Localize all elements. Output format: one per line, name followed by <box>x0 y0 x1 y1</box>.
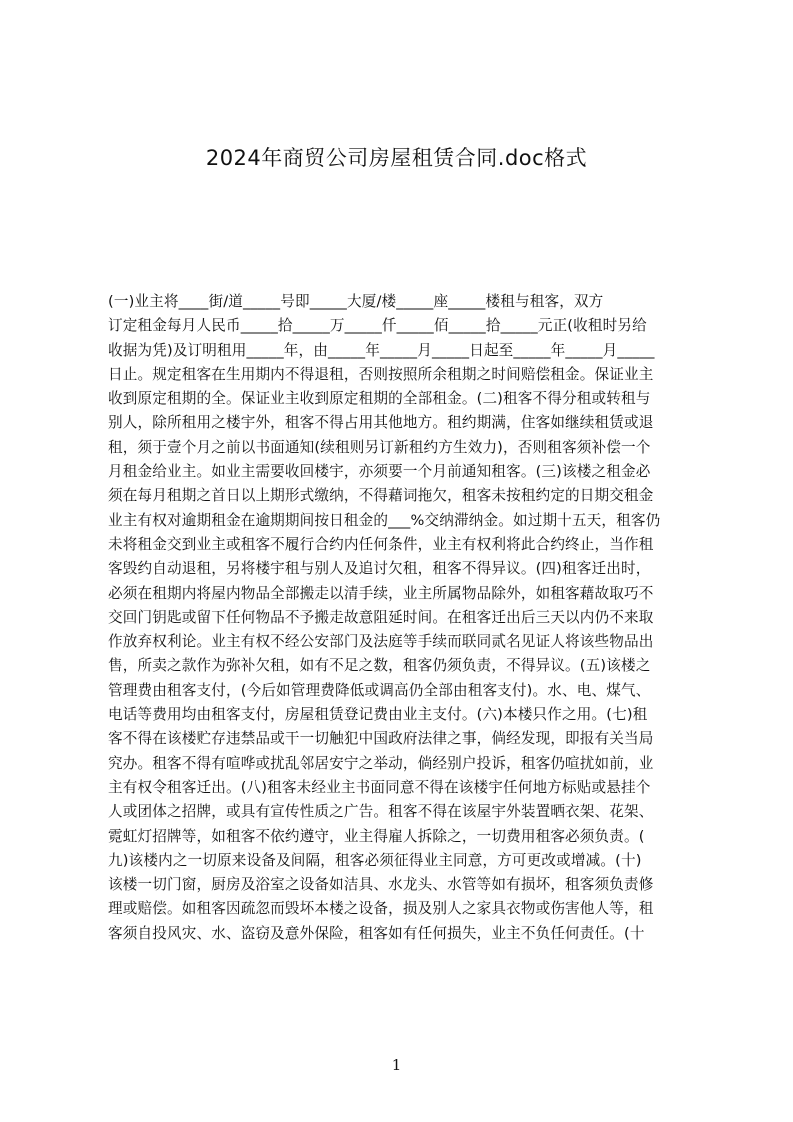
text-line: 霓虹灯招牌等，如租客不依约遵守，业主得雇人拆除之，一切费用租客必须负责。( <box>108 827 645 845</box>
text-line: 订定租金每月人民币_____拾_____万_____仟_____佰_____拾_____元正(收租时另给 <box>108 317 647 335</box>
text-line: 理或赔偿。如租客因疏忽而毁坏本楼之设备，损及别人之家具衣物或伤害他人等，租 <box>108 900 654 918</box>
text-line: 业主有权对逾期租金在逾期期间按日租金的___%交纳滞纳金。如过期十五天，租客仍 <box>108 511 661 529</box>
text-line: 作放弃权利论。业主有权不经公安部门及法庭等手续而联同贰名见证人将该些物品出 <box>108 633 654 651</box>
text-line: 租，须于壹个月之前以书面通知(续租则另订新租约方生效力)，否则租客须补偿一个 <box>108 438 651 456</box>
text-line: 主有权令租客迁出。(八)租客未经业主书面同意不得在该楼宇任何地方标贴或悬挂个 <box>108 778 651 796</box>
document-title: 2024年商贸公司房屋租赁合同.doc格式 <box>205 146 588 170</box>
text-line: 收据为凭)及订明租用_____年，由_____年_____月_____日起至_____年_____月_____ <box>108 341 655 359</box>
text-line: 客毁约自动退租，另将楼宇租与别人及追讨欠租，租客不得异议。(四)租客迁出时， <box>108 560 651 578</box>
text-line: 究办。租客不得有喧哗或扰乱邻居安宁之举动，倘经别户投诉，租客仍喧扰如前，业 <box>108 754 654 772</box>
text-line: 电话等费用均由租客支付，房屋租赁登记费由业主支付。(六)本楼只作之用。(七)租 <box>108 706 648 724</box>
text-line: 收到原定租期的全。保证业主收到原定租期的全部租金。(二)租客不得分租或转租与 <box>108 390 651 408</box>
text-line: 未将租金交到业主或租客不履行合约内任何条件，业主有权利将此合约终止，当作租 <box>108 535 654 553</box>
contract-body <box>108 290 698 946</box>
text-line: 客不得在该楼贮存违禁品或干一切触犯中国政府法律之事，倘经发现，即报有关当局 <box>108 730 654 748</box>
text-line: 售，所卖之款作为弥补欠租，如有不足之数，租客仍须负责，不得异议。(五)该楼之 <box>108 657 651 675</box>
text-line: 月租金给业主。如业主需要收回楼宇，亦须要一个月前通知租客。(三)该楼之租金必 <box>108 463 651 481</box>
text-line: 管理费由租客支付，(今后如管理费降低或调高仍全部由租客支付)。水、电、煤气、 <box>108 681 651 699</box>
text-line: 日止。规定租客在生用期内不得退租，否则按照所余租期之时间赔偿租金。保证业主 <box>108 365 654 383</box>
text-line: 九)该楼内之一切原来设备及间隔，租客必须征得业主同意，方可更改或增减。(十) <box>108 851 642 869</box>
text-line: 必须在租期内将屋内物品全部搬走以清手续，业主所属物品除外，如租客藉故取巧不 <box>108 584 654 602</box>
text-line: 须在每月租期之首日以上期形式缴纳，不得藉词拖欠，租客未按租约定的日期交租金 <box>108 487 654 505</box>
text-line: 该楼一切门窗，厨房及浴室之设备如洁具、水龙头、水管等如有损坏，租客须负责修 <box>108 876 654 894</box>
text-line: 人或团体之招牌，或具有宣传性质之广告。租客不得在该屋宇外装置晒衣架、花架、 <box>108 803 654 821</box>
text-line: 别人，除所租用之楼宇外，租客不得占用其他地方。租约期满，住客如继续租赁或退 <box>108 414 654 432</box>
text-line: 交回门钥匙或留下任何物品不予搬走故意阻延时间。在租客迁出后三天以内仍不来取 <box>108 608 654 626</box>
page-number: 1 <box>391 1056 402 1074</box>
text-line: 客须自投风灾、水、盗窃及意外保险，租客如有任何损失，业主不负任何责任。(十 <box>108 924 645 942</box>
text-line: (一)业主将____街/道_____号即_____大厦/楼_____座_____楼租与租客，双方 <box>108 293 604 310</box>
